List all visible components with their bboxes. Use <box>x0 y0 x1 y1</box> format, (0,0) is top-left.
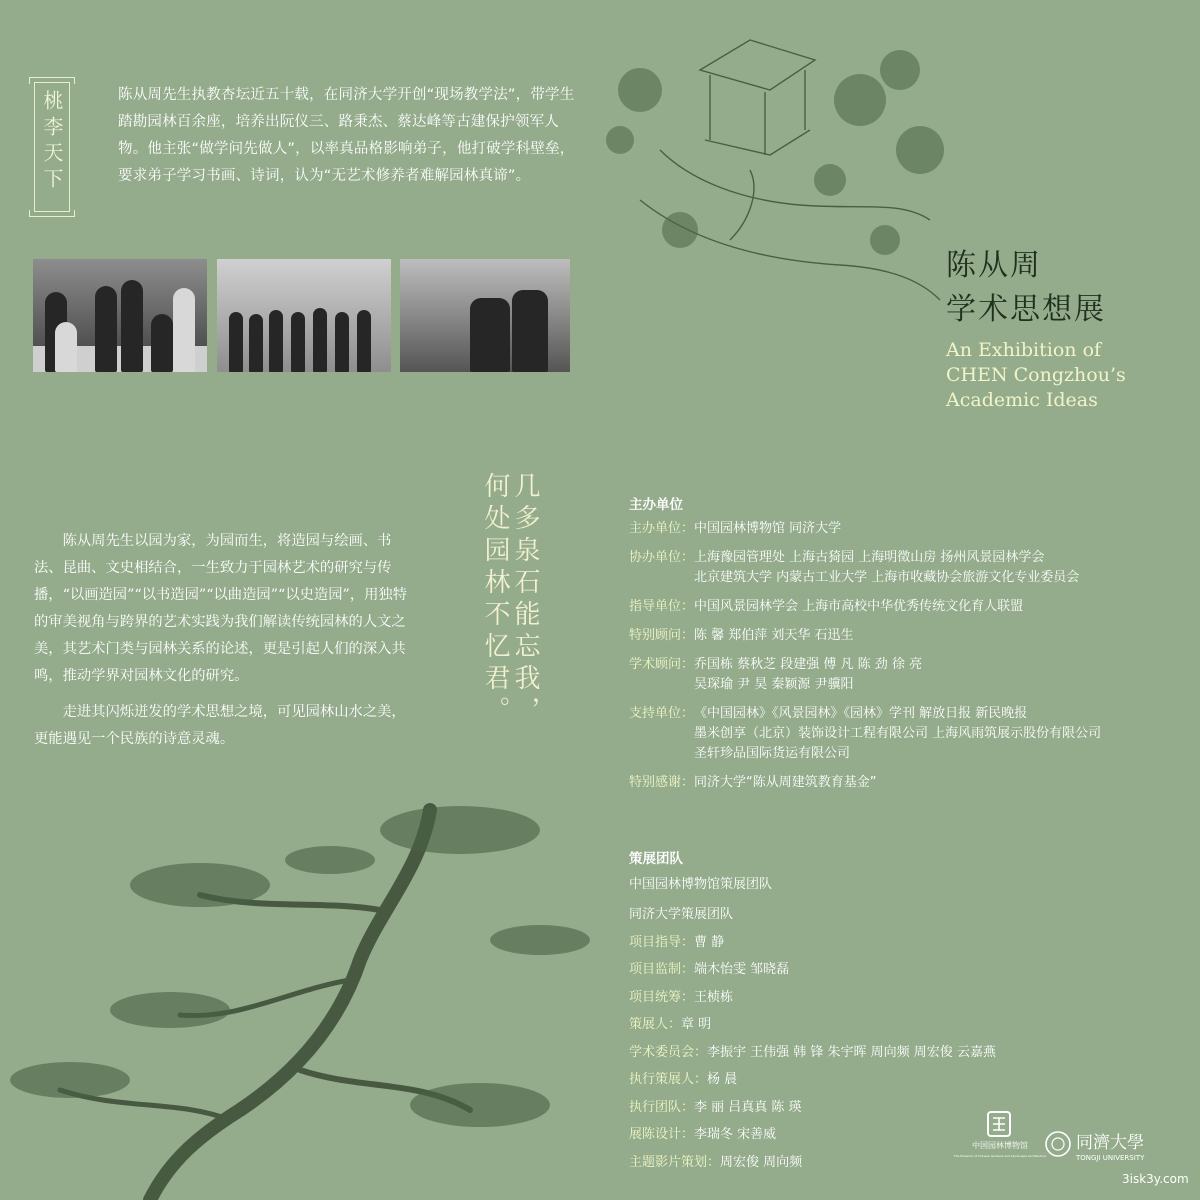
organizer-row <box>629 597 1189 617</box>
organizer-label: 特别感谢： <box>629 775 695 790</box>
team-label: 项目监制： <box>629 962 695 977</box>
title-en-line3: Academic Ideas <box>946 389 1098 411</box>
organizer-value <box>694 519 1189 539</box>
team-value: 周宏俊 周向频 <box>720 1154 803 1170</box>
pavilion-painting <box>600 30 960 320</box>
team-value: 李瑞冬 宋善威 <box>694 1127 777 1142</box>
team-label: 主题影片策划： <box>629 1154 721 1170</box>
organizer-value <box>694 597 1189 617</box>
body-paragraph-2: 走进其闪烁迸发的学术思想之境，可见园林山水之美，更能遇见一个民族的诗意灵魂。 <box>34 704 406 747</box>
organizer-value <box>694 626 1189 646</box>
poem-column-1: 几多泉石能忘我， <box>510 472 540 728</box>
photo-teacher-students-2 <box>217 259 391 372</box>
team-row <box>629 1015 1189 1035</box>
title-zh-line2: 学术思想展 <box>946 292 1106 327</box>
team-value: 曹 静 <box>694 934 725 950</box>
team-value: 端木怡雯 邹晓磊 <box>694 962 790 977</box>
body-text <box>34 528 418 762</box>
organizer-label: 协办单位： <box>629 550 695 565</box>
organizers-section <box>629 493 1189 802</box>
organizer-value-line: 乔国栋 蔡秋芝 段建强 傅 凡 陈 劲 徐 亮 <box>694 657 923 672</box>
team-value: 李 丽 吕真真 陈 瑛 <box>694 1099 802 1115</box>
organizer-value-line: 上海豫园管理处 上海古猗园 上海明徵山房 扬州风景园林学会 <box>694 550 1045 565</box>
organizer-row <box>629 626 1189 646</box>
pine-tree-painting <box>0 790 620 1200</box>
team-row <box>629 933 1189 953</box>
organizer-label: 指导单位： <box>629 599 695 614</box>
team-plain-2: 同济大学策展团队 <box>629 907 734 922</box>
photo-teacher-students-1 <box>33 259 207 372</box>
museum-name-en: The Museum of Chinese Gardens and Landscape Architecture <box>953 1154 1047 1158</box>
organizer-value <box>694 548 1189 588</box>
team-row <box>629 1098 1189 1118</box>
title-en-line1: An Exhibition of <box>946 339 1102 361</box>
team-value: 李振宇 王伟强 韩 锋 朱宇晖 周向频 周宏俊 云嘉燕 <box>707 1044 996 1060</box>
team-label: 展陈设计： <box>629 1127 695 1142</box>
organizers-heading: 主办单位 <box>629 497 683 513</box>
organizer-value <box>694 773 1189 793</box>
body-paragraph-1: 陈从周先生以园为家，为园而生，将造园与绘画、书法、昆曲、文史相结合，一生致力于园林艺术的研究与传播，“以画造园”“以书造园”“以曲造园”“以史造园”，用独特的审美视角与跨界的艺术实践为我们解读传统园林的人文之美，其艺术门类与园林关系的论述，更是引起人们的深入共鸣，推动学界对园林文化的研究。 <box>34 533 408 684</box>
organizer-label: 学术顾问： <box>629 657 695 672</box>
exhibition-title-zh <box>946 244 1176 332</box>
title-en-line2: CHEN Congzhou’s <box>946 364 1126 386</box>
organizer-value <box>694 655 1189 695</box>
team-value: 王桢栋 <box>694 989 734 1005</box>
organizer-value <box>694 704 1189 764</box>
organizer-value-line: 吴琛瑜 尹 昊 秦颖源 尹骥阳 <box>694 677 854 692</box>
organizer-value-line: 中国风景园林学会 上海市高校中华优秀传统文化育人联盟 <box>694 599 1024 614</box>
organizer-value-line: 圣轩珍品国际货运有限公司 <box>694 746 851 761</box>
organizer-value-line: 陈 馨 郑伯萍 刘天华 石迅生 <box>694 628 854 643</box>
section-tag: 桃李天下 <box>40 90 64 194</box>
team-label: 学术委员会： <box>629 1044 708 1060</box>
tongji-name: 同濟大學 <box>1076 1133 1144 1153</box>
team-label: 项目统筹： <box>629 989 695 1005</box>
intro-paragraph: 陈从周先生执教杏坛近五十载，在同济大学开创“现场教学法”，带学生踏勘园林百余座，培养出阮仪三、路秉杰、蔡达峰等古建保护领军人物。他主张“做学问先做人”，以率真品格影响弟子，他打破学科壁垒，要求弟子学习书画、诗词，认为“无艺术修养者难解园林真谛”。 <box>118 87 575 184</box>
organizer-label: 支持单位： <box>629 706 695 721</box>
tongji-name-en: TONGJI UNIVERSITY <box>1076 1154 1145 1162</box>
team-label: 执行策展人： <box>629 1072 708 1087</box>
organizer-row <box>629 773 1189 793</box>
organizer-row <box>629 519 1189 539</box>
team-plain-1: 中国园林博物馆策展团队 <box>629 877 773 892</box>
organizer-value-line: 《中国园林》《风景园林》《园林》学刊 解放日报 新民晚报 <box>694 706 1028 721</box>
team-value: 章 明 <box>681 1017 712 1032</box>
team-row <box>629 960 1189 980</box>
team-row <box>629 988 1189 1008</box>
poem-column-2: 何处园林不忆君。 <box>480 472 510 728</box>
museum-name: 中国园林博物馆 <box>972 1141 1028 1150</box>
organizers-list <box>629 519 1189 793</box>
organizer-row <box>629 548 1189 588</box>
organizer-value-line: 北京建筑大学 内蒙古工业大学 上海市收藏协会旅游文化专业委员会 <box>694 570 1080 585</box>
team-label: 项目指导： <box>629 934 695 950</box>
team-row <box>629 1043 1189 1063</box>
exhibition-title-en <box>946 338 1176 413</box>
watermark: 3isk3y.com <box>1122 1172 1189 1186</box>
organizer-row <box>629 655 1189 695</box>
organizer-row <box>629 704 1189 764</box>
organizer-value-line: 墨米创享（北京）装饰设计工程有限公司 上海风雨筑展示股份有限公司 <box>694 726 1102 741</box>
photo-teacher-students-3 <box>400 259 570 372</box>
organizer-label: 特别顾问： <box>629 628 695 643</box>
organizer-value-line: 中国园林博物馆 同济大学 <box>694 521 842 536</box>
team-heading: 策展团队 <box>629 851 683 867</box>
team-label: 执行团队： <box>629 1099 695 1115</box>
organizer-label: 主办单位： <box>629 521 695 536</box>
organizer-value-line: 同济大学“陈从周建筑教育基金” <box>694 775 877 790</box>
team-value: 杨 晨 <box>707 1072 738 1087</box>
title-zh-line1: 陈从周 <box>946 248 1042 283</box>
museum-logo <box>953 1110 1047 1160</box>
team-row <box>629 1070 1189 1090</box>
tongji-logo <box>1044 1128 1174 1164</box>
team-label: 策展人： <box>629 1017 682 1032</box>
